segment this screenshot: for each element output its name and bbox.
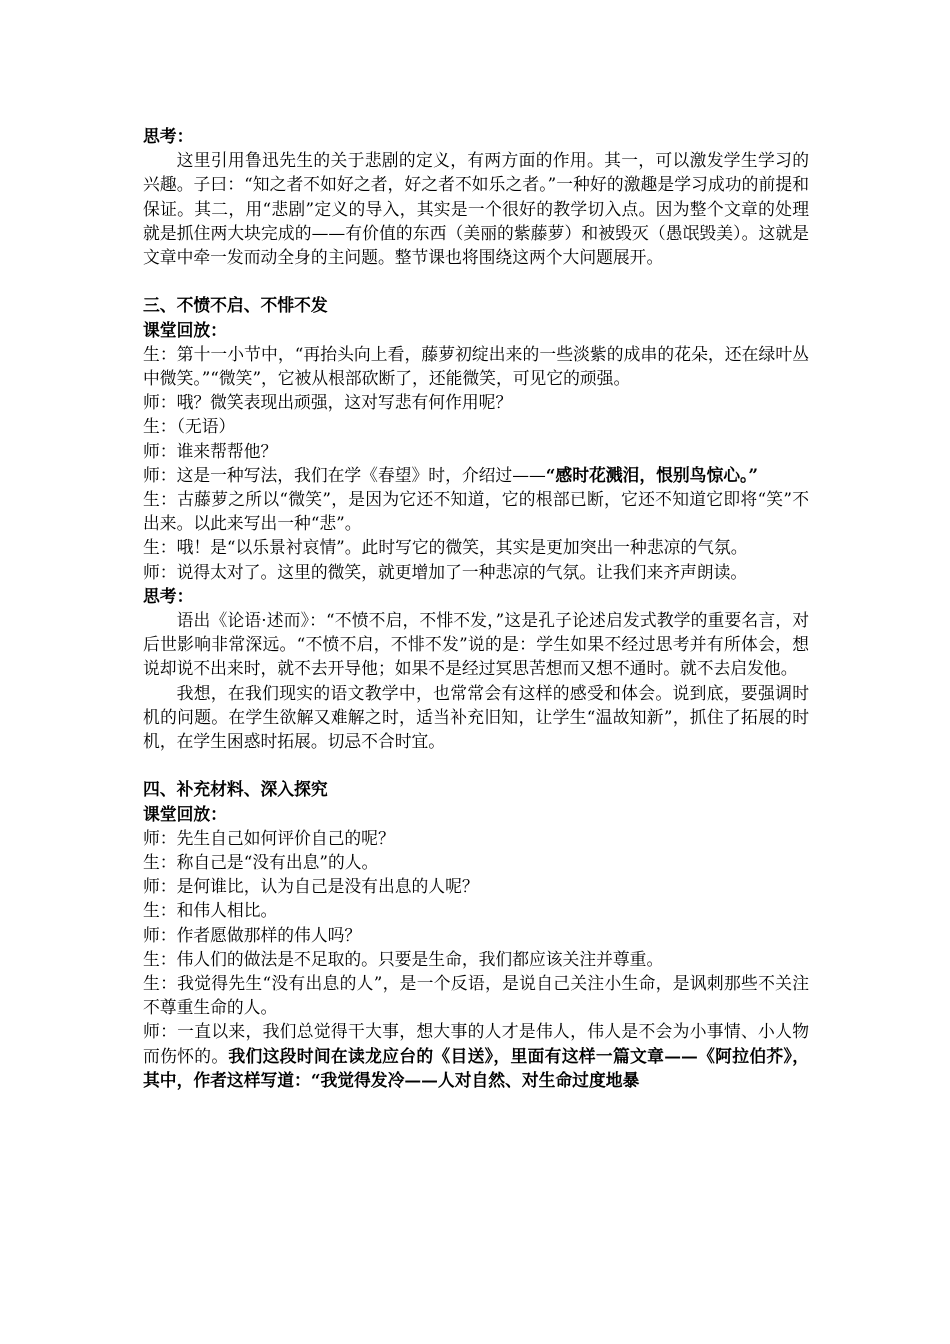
dialogue-line: 生：第十一小节中，“再抬头向上看，藤萝初绽出来的一些淡紫的成串的花朵，还在绿叶丛中微笑。”“微笑”，它被从根部砍断了，还能微笑，可见它的顽强。 — [143, 343, 809, 389]
think-paragraph: 我想，在我们现实的语文教学中，也常常会有这样的感受和体会。说到底，要强调时机的问题。在学生欲解又难解之时，适当补充旧知，让学生“温故知新”，抓住了拓展的时机，在学生困惑时拓展。切忌不合时宜。 — [143, 682, 809, 752]
dialogue-line-final — [143, 1019, 809, 1092]
section-3-title: 三、不愤不启、不悱不发 — [143, 295, 328, 316]
spacer — [143, 753, 809, 777]
poem-quote: “感时花溅泪，恨别鸟惊心。” — [545, 464, 759, 485]
spacer — [143, 269, 809, 293]
dialogue-line: 师：说得太对了。这里的微笑，就更增加了一种悲凉的气氛。让我们来齐声朗读。 — [143, 561, 748, 582]
dialogue-line: 师：哦？微笑表现出顽强，这对写悲有何作用呢？ — [143, 392, 513, 413]
section-4-replay-heading: 课堂回放： — [143, 803, 227, 824]
document-page — [143, 124, 809, 1092]
dialogue-line: 生：（无语） — [143, 416, 236, 437]
think-heading-1: 思考： — [143, 126, 194, 146]
dialogue-line: 师：作者愿做那样的伟人吗？ — [143, 924, 362, 945]
dialogue-line: 师：是何谁比，认为自己是没有出息的人呢？ — [143, 876, 479, 897]
section-3-replay-heading: 课堂回放： — [143, 319, 227, 340]
dialogue-line: 师：谁来帮帮他？ — [143, 440, 278, 461]
think-heading-2: 思考： — [143, 585, 194, 606]
dialogue-line-with-quote — [143, 463, 809, 487]
dialogue-line: 生：称自己是“没有出息”的人。 — [143, 852, 379, 873]
emphasis-text: 我们这段时间在读龙应台的《目送》，里面有这样一篇文章——《阿拉伯芥》，其中，作者这样写道：“我觉得发冷——人对自然、对生命过度地暴 — [143, 1045, 809, 1090]
dialogue-line: 生：古藤萝之所以“微笑”，是因为它还不知道，它的根部已断，它还不知道它即将“笑”不出来。以此来写出一种“悲”。 — [143, 489, 809, 534]
dialogue-line: 生：伟人们的做法是不足取的。只要是生命，我们都应该关注并尊重。 — [143, 948, 664, 969]
dialogue-line: 师：先生自己如何评价自己的呢？ — [143, 827, 395, 848]
dialogue-text: 师：这是一种写法，我们在学《春望》时，介绍过—— — [143, 464, 546, 485]
think-paragraph-1: 这里引用鲁迅先生的关于悲剧的定义，有两方面的作用。其一，可以激发学生学习的兴趣。子曰：“知之者不如好之者，好之者不如乐之者。”一种好的激趣是学习成功的前提和保证。其二，用“悲剧”定义的导入，其实是一个很好的教学切入点。因为整个文章的处理就是抓住两大块完成的——有价值的东西（美丽的紫藤萝）和被毁灭（愚氓毁美）。这就是文章中牵一发而动全身的主问题。整节课也将围绕这两个大问题展开。 — [143, 150, 809, 268]
dialogue-line: 生：我觉得先生“没有出息的人”，是一个反语，是说自己关注小生命，是讽刺那些不关注不尊重生命的人。 — [143, 973, 809, 1018]
dialogue-line: 生：哦！是“以乐景衬哀情”。此时写它的微笑，其实是更加突出一种悲凉的气氛。 — [143, 537, 748, 558]
dialogue-line: 生：和伟人相比。 — [143, 900, 278, 921]
section-4-title: 四、补充材料、深入探究 — [143, 779, 328, 800]
dialogue-text: 师：一直以来，我们总觉得干大事，想大事的人才是伟人，伟人是不会为小事情、小人物而伤怀的。 — [143, 1021, 809, 1066]
think-paragraph: 语出《论语·述而》：“不愤不启，不悱不发，”这是孔子论述启发式教学的重要名言，对后世影响非常深远。“不愤不启，不悱不发”说的是：学生如果不经过思考并有所体会，想说却说不出来时，就不去开导他；如果不是经过冥思苦想而又想不通时。就不去启发他。 — [143, 610, 809, 679]
